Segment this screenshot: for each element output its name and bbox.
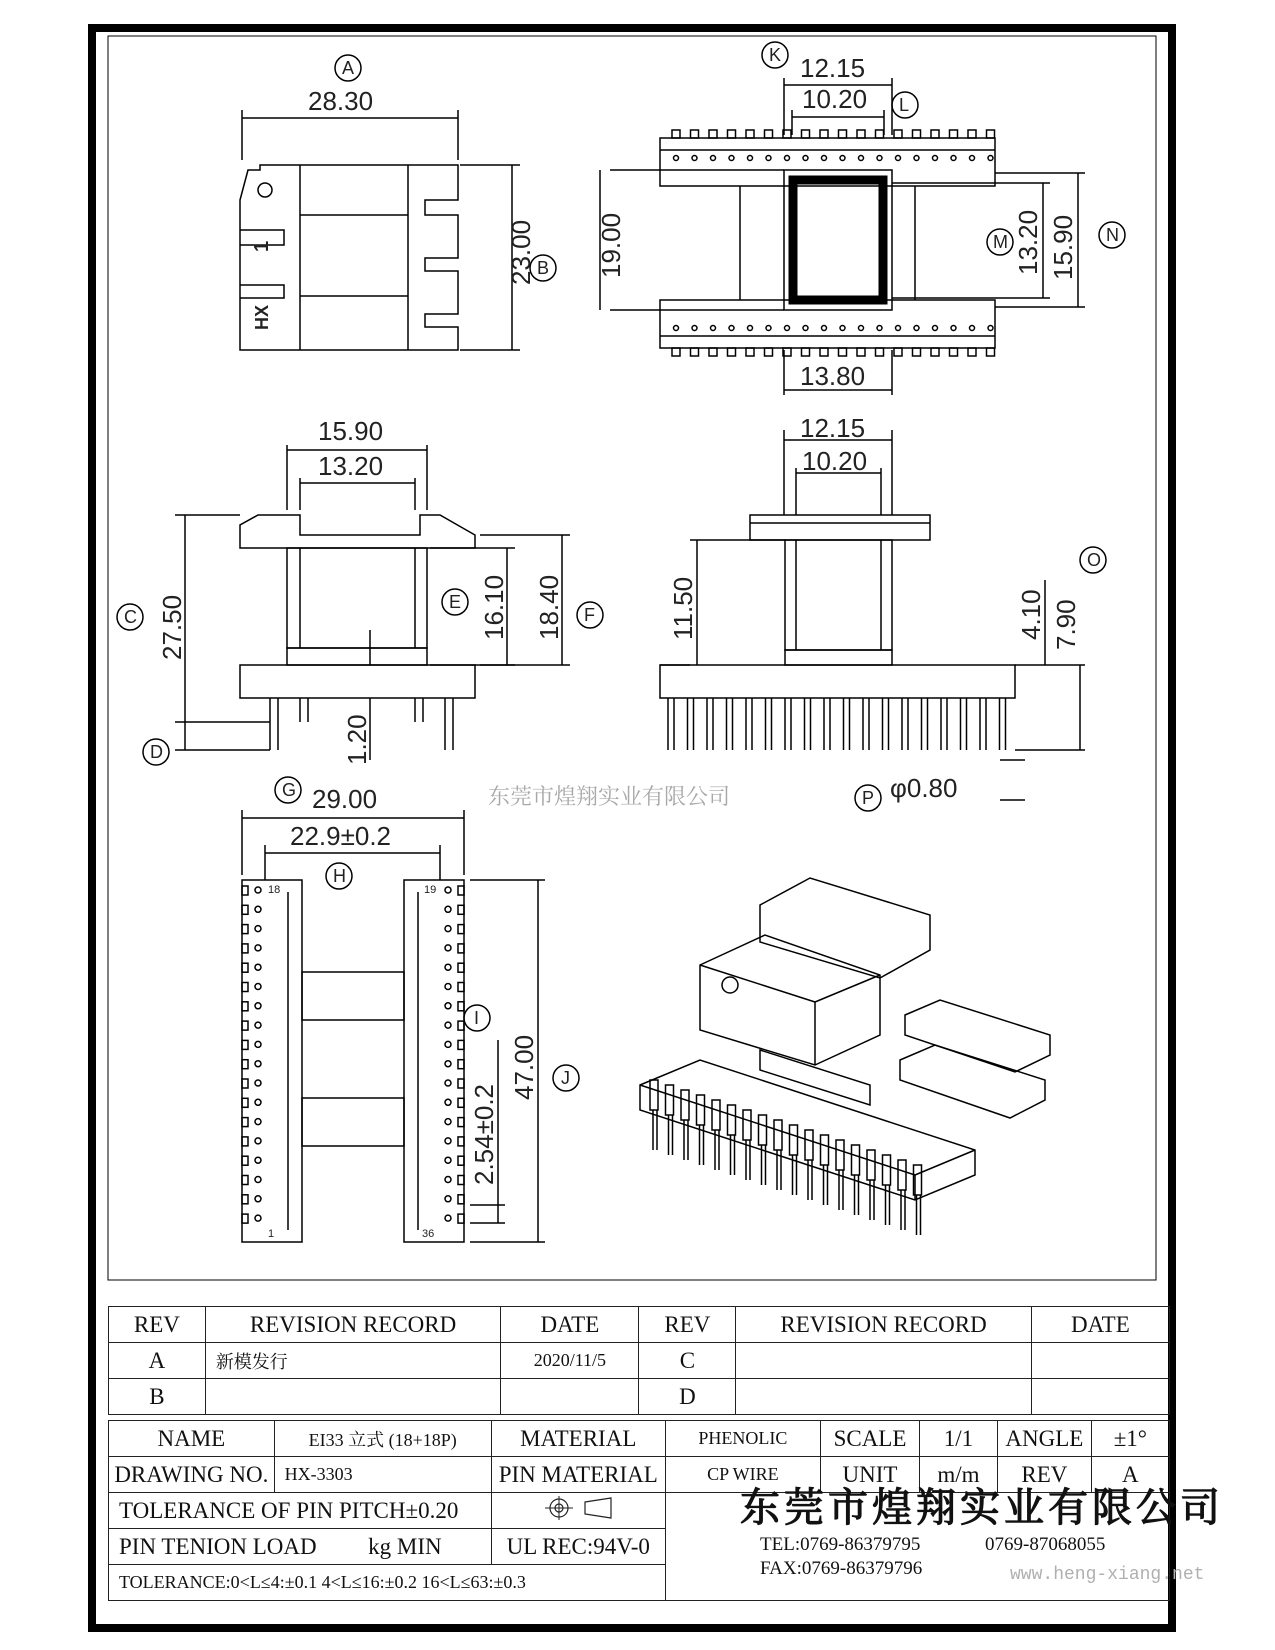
bottom-pitch-dim: 2.54±0.2	[469, 1083, 499, 1185]
iso-pin-post	[774, 1120, 782, 1150]
comb-tooth	[691, 130, 699, 138]
pin-hole	[822, 326, 827, 331]
pin-hole	[785, 156, 790, 161]
comb-notch	[242, 1002, 248, 1011]
comb-tooth	[987, 130, 995, 138]
pin-hole	[255, 1196, 261, 1202]
pin-hole	[445, 1061, 451, 1067]
comb-tooth	[839, 130, 847, 138]
comb-tooth	[765, 348, 773, 356]
pin-hole	[445, 1177, 451, 1183]
iso-pin-post	[867, 1150, 875, 1180]
unit-value: m/m	[919, 1457, 997, 1493]
bottom-label-i: I	[474, 1008, 480, 1028]
comb-notch	[458, 1118, 464, 1127]
pin-hole	[674, 326, 679, 331]
company-tel2: 0769-87068055	[985, 1534, 1106, 1555]
iso-pin-post	[821, 1135, 829, 1165]
bottom-pin-19: 19	[424, 884, 437, 896]
material-value: PHENOLIC	[665, 1421, 820, 1457]
rev-record-header-2: REVISION RECORD	[736, 1307, 1032, 1343]
pin-hole	[877, 156, 882, 161]
pin-hole	[933, 156, 938, 161]
comb-tooth	[968, 348, 976, 356]
pin-hole	[951, 326, 956, 331]
projection-symbol	[491, 1493, 665, 1529]
comb-tooth	[728, 348, 736, 356]
pin-hole	[785, 326, 790, 331]
pin-hole	[859, 156, 864, 161]
side-inner-width-dim: 10.20	[802, 446, 868, 476]
pin-hole	[255, 1061, 261, 1067]
bottom-pin-1: 1	[268, 1228, 275, 1240]
pin-hole	[445, 984, 451, 990]
pin-hole	[877, 326, 882, 331]
comb-tooth	[802, 130, 810, 138]
iso-pin-post	[805, 1130, 813, 1160]
front-label-f: F	[584, 605, 595, 625]
front-label-e: E	[449, 592, 462, 612]
pin-hole	[914, 326, 919, 331]
comb-tooth	[894, 130, 902, 138]
comb-notch	[242, 1021, 248, 1030]
comb-notch	[242, 1214, 248, 1223]
rev-d-record	[736, 1379, 1032, 1415]
comb-tooth	[820, 348, 828, 356]
rev-d-date	[1031, 1379, 1169, 1415]
comb-notch	[242, 905, 248, 914]
comb-tooth	[931, 348, 939, 356]
pin-hole	[729, 156, 734, 161]
side-label-p: P	[862, 788, 875, 808]
comb-tooth	[672, 130, 680, 138]
company-tel: TEL:0769-86379795	[760, 1534, 921, 1555]
comb-tooth	[839, 348, 847, 356]
iso-pin-post	[650, 1080, 658, 1110]
pin-hole	[445, 1099, 451, 1105]
pin-hole	[840, 326, 845, 331]
pin-hole	[729, 326, 734, 331]
rev-a: A	[109, 1343, 206, 1379]
pin-hole	[445, 1041, 451, 1047]
pin-tension-label: PIN TENION LOAD	[119, 1533, 317, 1559]
tr-height-dim: 19.00	[596, 212, 626, 278]
iso-pin-post	[759, 1115, 767, 1145]
front-height2-dim: 18.40	[534, 574, 564, 640]
front-inner-width-dim: 13.20	[318, 451, 384, 481]
comb-tooth	[802, 348, 810, 356]
comb-notch	[242, 983, 248, 992]
pin-hole	[692, 156, 697, 161]
isometric-view	[640, 878, 1050, 1200]
pin-hole	[255, 1099, 261, 1105]
angle-label: ANGLE	[998, 1421, 1092, 1457]
rev-header-1: REV	[109, 1307, 206, 1343]
comb-tooth	[820, 130, 828, 138]
pin-hole	[674, 156, 679, 161]
pin-hole	[803, 156, 808, 161]
bottom-label-j: J	[561, 1068, 570, 1088]
comb-tooth	[950, 348, 958, 356]
pin-hole	[445, 1215, 451, 1221]
bottom-row-spacing-dim: 22.9±0.2	[290, 821, 392, 851]
comb-notch	[458, 1214, 464, 1223]
side-outer-width-dim: 12.15	[800, 413, 866, 443]
bottom-length-dim: 47.00	[509, 1034, 539, 1100]
rev-b-date	[501, 1379, 639, 1415]
top-label-b: B	[537, 258, 550, 278]
pin-hole	[970, 156, 975, 161]
pin-hole	[970, 326, 975, 331]
tolerance-pin-pitch: TOLERANCE OF PIN PITCH±0.20	[109, 1493, 492, 1529]
rev-c-record	[736, 1343, 1032, 1379]
date-header-2: DATE	[1031, 1307, 1169, 1343]
comb-notch	[242, 1060, 248, 1069]
tolerance-general: TOLERANCE:0<L≤4:±0.1 4<L≤16:±0.2 16<L≤63:±0.3	[109, 1565, 666, 1601]
pin-hole	[822, 156, 827, 161]
tr-label-m: M	[993, 232, 1008, 252]
pin-hole	[255, 984, 261, 990]
bottom-label-h: H	[333, 866, 346, 886]
comb-notch	[242, 886, 248, 895]
iso-pin-post	[728, 1105, 736, 1135]
pin-hole	[255, 1022, 261, 1028]
company-website: www.heng-xiang.net	[1010, 1565, 1205, 1585]
comb-tooth	[950, 130, 958, 138]
tr-outer-width-dim: 12.15	[800, 53, 866, 83]
rev-c-date	[1031, 1343, 1169, 1379]
pin-hole	[255, 926, 261, 932]
iso-pin-post	[681, 1090, 689, 1120]
iso-pin-post	[697, 1095, 705, 1125]
comb-notch	[458, 1156, 464, 1165]
tr-label-n: N	[1106, 225, 1119, 245]
pin-hole	[803, 326, 808, 331]
front-label-c: C	[124, 607, 137, 627]
pin-hole	[896, 326, 901, 331]
rev-d: D	[639, 1379, 736, 1415]
comb-tooth	[987, 348, 995, 356]
pin-tension-unit: kg MIN	[368, 1533, 442, 1559]
pin-hole	[445, 926, 451, 932]
comb-tooth	[913, 130, 921, 138]
scale-value: 1/1	[919, 1421, 997, 1457]
pin-hole	[711, 326, 716, 331]
side-pin-group	[668, 698, 1006, 750]
revision-table	[108, 1306, 1170, 1415]
comb-tooth	[765, 130, 773, 138]
pin-hole	[711, 156, 716, 161]
pin-hole	[255, 1157, 261, 1163]
iso-pin-post	[898, 1160, 906, 1190]
pin-hole	[445, 1157, 451, 1163]
pin-hole	[748, 326, 753, 331]
pin-hole	[988, 326, 993, 331]
pin-material-label: PIN MATERIAL	[491, 1457, 665, 1493]
scale-label: SCALE	[821, 1421, 920, 1457]
comb-tooth	[876, 348, 884, 356]
top-mark-1: 1	[251, 240, 273, 252]
comb-notch	[242, 1098, 248, 1107]
pin-hole	[859, 326, 864, 331]
comb-notch	[242, 944, 248, 953]
front-outer-width-dim: 15.90	[318, 416, 384, 446]
pin-hole	[255, 1177, 261, 1183]
comb-notch	[242, 963, 248, 972]
side-pin-length-dim: 7.90	[1051, 599, 1081, 650]
comb-tooth	[876, 130, 884, 138]
comb-notch	[458, 925, 464, 934]
top-right-pin-rows	[672, 130, 995, 356]
top-height-dim: 23.00	[506, 219, 536, 285]
comb-tooth	[857, 130, 865, 138]
company-name: 东莞市煌翔实业有限公司	[740, 1484, 1224, 1531]
iso-pin-post	[852, 1145, 860, 1175]
comb-notch	[242, 1176, 248, 1185]
comb-tooth	[709, 130, 717, 138]
comb-notch	[458, 1176, 464, 1185]
side-base-height-dim: 4.10	[1016, 589, 1046, 640]
front-pin-height-dim: 1.20	[342, 714, 372, 765]
top-width-dim: 28.30	[308, 86, 374, 116]
rev-b: B	[109, 1379, 206, 1415]
comb-notch	[458, 1021, 464, 1030]
rev-label: REV	[998, 1457, 1092, 1493]
pin-hole	[840, 156, 845, 161]
pin-hole	[445, 945, 451, 951]
bottom-pin-18: 18	[268, 884, 281, 896]
comb-tooth	[968, 130, 976, 138]
comb-notch	[458, 1002, 464, 1011]
side-winding-height-dim: 11.50	[668, 576, 698, 640]
name-value: EI33 立式 (18+18P)	[274, 1421, 491, 1457]
pin-hole	[255, 1041, 261, 1047]
comb-notch	[458, 905, 464, 914]
pin-hole	[896, 156, 901, 161]
comb-notch	[458, 1079, 464, 1088]
pin-tension-cell	[109, 1529, 492, 1565]
tr-inner-width-dim: 10.20	[802, 84, 868, 114]
iso-pin-post	[743, 1110, 751, 1140]
comb-tooth	[746, 348, 754, 356]
comb-notch	[458, 1195, 464, 1204]
bottom-pin-holes	[242, 886, 464, 1223]
pin-hole	[445, 1080, 451, 1086]
comb-tooth	[857, 348, 865, 356]
pin-hole	[445, 906, 451, 912]
comb-notch	[458, 886, 464, 895]
angle-value: ±1°	[1091, 1421, 1169, 1457]
comb-notch	[458, 1098, 464, 1107]
pin-hole	[951, 156, 956, 161]
drawing-no-value: HX-3303	[274, 1457, 491, 1493]
rev-record-header-1: REVISION RECORD	[205, 1307, 501, 1343]
side-pin-diameter-dim: φ0.80	[890, 773, 958, 803]
pin-hole	[255, 887, 261, 893]
pin-hole	[255, 1119, 261, 1125]
top-mark-hx: HX	[252, 304, 272, 330]
pin-hole	[766, 326, 771, 331]
pin-hole	[255, 1003, 261, 1009]
comb-notch	[242, 1137, 248, 1146]
comb-notch	[242, 1195, 248, 1204]
comb-tooth	[672, 348, 680, 356]
comb-notch	[242, 1040, 248, 1049]
comb-notch	[458, 1040, 464, 1049]
front-winding-height-dim: 16.10	[479, 574, 509, 640]
bottom-pin-36: 36	[422, 1228, 435, 1240]
front-total-height-dim: 27.50	[157, 594, 187, 660]
comb-tooth	[728, 130, 736, 138]
pin-hole	[445, 964, 451, 970]
comb-notch	[242, 1079, 248, 1088]
comb-notch	[458, 983, 464, 992]
pin-hole	[988, 156, 993, 161]
pin-hole	[748, 156, 753, 161]
ul-rec: UL REC:94V-0	[491, 1529, 665, 1565]
unit-label: UNIT	[821, 1457, 920, 1493]
date-header-1: DATE	[501, 1307, 639, 1343]
material-label: MATERIAL	[491, 1421, 665, 1457]
tr-inner-height-dim: 13.20	[1013, 209, 1043, 275]
comb-tooth	[913, 348, 921, 356]
iso-pin-post	[666, 1085, 674, 1115]
tr-label-l: L	[899, 95, 910, 115]
pin-hole	[445, 1003, 451, 1009]
pin-hole	[692, 326, 697, 331]
pin-hole	[445, 1196, 451, 1202]
inner-frame	[108, 36, 1156, 1280]
rev-value: A	[1091, 1457, 1169, 1493]
pin-hole	[255, 1215, 261, 1221]
pin-hole	[445, 887, 451, 893]
rev-a-date: 2020/11/5	[501, 1343, 639, 1379]
pin-hole	[445, 1022, 451, 1028]
drawing-no-label: DRAWING NO.	[109, 1457, 275, 1493]
iso-pin-post	[883, 1155, 891, 1185]
front-label-d: D	[150, 742, 163, 762]
pin-hole	[255, 945, 261, 951]
watermark: 东莞市煌翔实业有限公司	[488, 785, 731, 810]
comb-tooth	[709, 348, 717, 356]
comb-tooth	[894, 348, 902, 356]
top-view	[240, 55, 556, 350]
name-label: NAME	[109, 1421, 275, 1457]
comb-tooth	[931, 130, 939, 138]
pin-hole	[445, 1138, 451, 1144]
rev-b-record	[205, 1379, 501, 1415]
pin-hole	[933, 326, 938, 331]
iso-pin-post	[836, 1140, 844, 1170]
rev-c: C	[639, 1343, 736, 1379]
bottom-label-g: G	[282, 780, 297, 800]
comb-tooth	[746, 130, 754, 138]
rev-a-record: 新模发行	[205, 1343, 501, 1379]
comb-notch	[242, 1156, 248, 1165]
pin-hole	[255, 1138, 261, 1144]
tr-outer-height-dim: 15.90	[1048, 214, 1078, 280]
company-fax: FAX:0769-86379796	[760, 1558, 923, 1579]
iso-pin-post	[790, 1125, 798, 1155]
comb-notch	[242, 925, 248, 934]
pin-hole	[766, 156, 771, 161]
third-angle-projection-icon	[533, 1495, 623, 1521]
top-label-a: A	[342, 58, 355, 78]
tr-label-k: K	[769, 45, 782, 65]
comb-notch	[458, 1060, 464, 1069]
side-label-o: O	[1087, 550, 1102, 570]
bottom-outer-width-dim: 29.00	[312, 784, 378, 814]
pin-hole	[255, 906, 261, 912]
pin-hole	[255, 1080, 261, 1086]
comb-notch	[242, 1118, 248, 1127]
comb-notch	[458, 1137, 464, 1146]
tr-bottom-dim: 13.80	[800, 361, 866, 391]
iso-pin-post	[712, 1100, 720, 1130]
pin-material-value: CP WIRE	[665, 1457, 820, 1493]
comb-notch	[458, 944, 464, 953]
pin-hole	[445, 1119, 451, 1125]
pin-hole	[255, 964, 261, 970]
rev-header-2: REV	[639, 1307, 736, 1343]
comb-tooth	[691, 348, 699, 356]
comb-notch	[458, 963, 464, 972]
pin-hole	[914, 156, 919, 161]
